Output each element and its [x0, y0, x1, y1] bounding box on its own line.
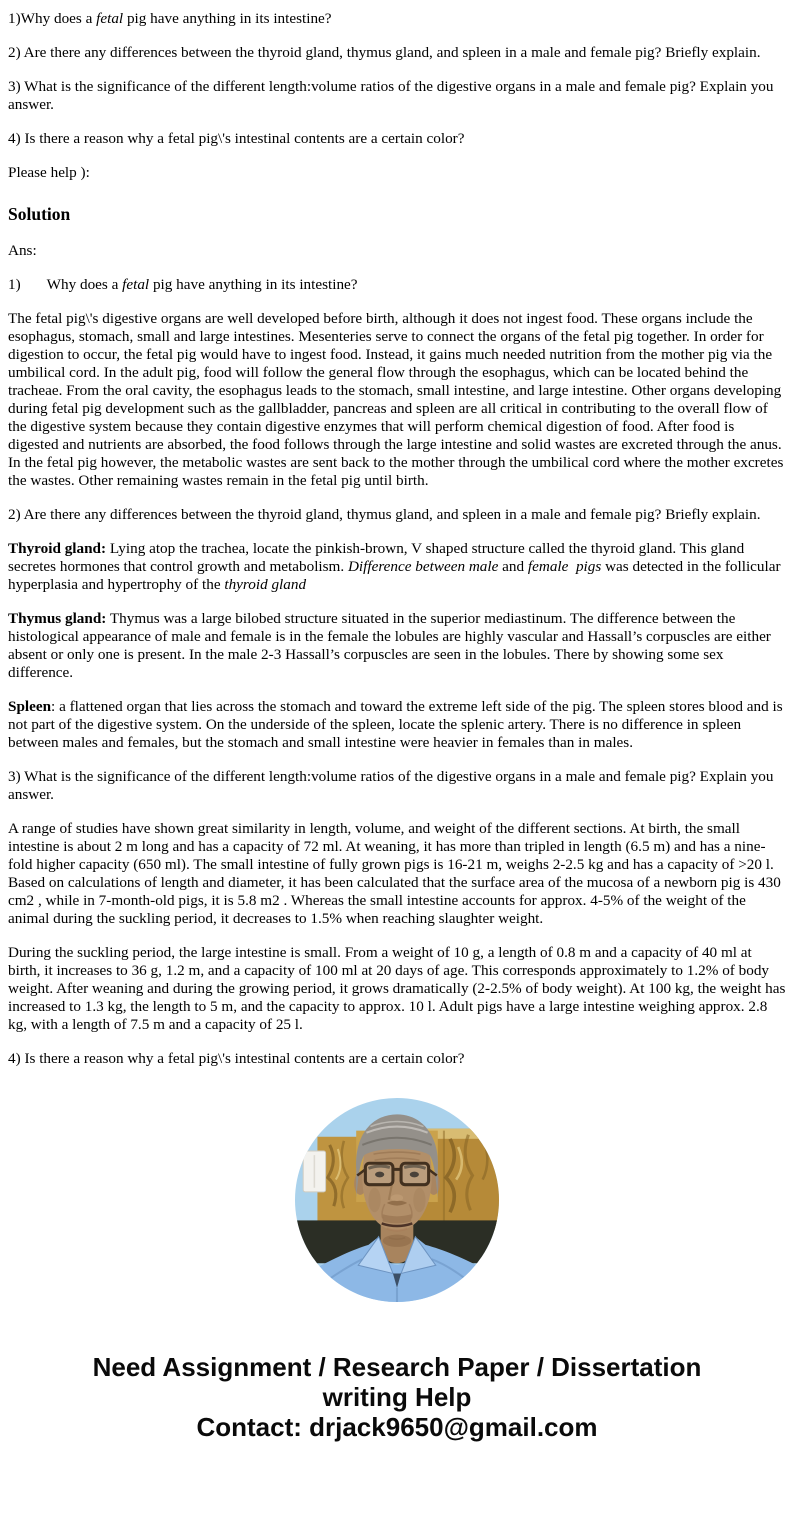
thyroid-paragraph: [8, 540, 786, 594]
question-2: 2) Are there any differences between the thyroid gland, thymus gland, and spleen in a male and female pig? Briefly explain.: [8, 44, 761, 61]
tutor-portrait-image: [295, 1098, 499, 1302]
photo-switch-plate: [303, 1151, 325, 1192]
list-number: 1): [8, 276, 21, 293]
thymus-label: Thymus gland:: [8, 610, 107, 627]
text-run-italic: fetal: [122, 276, 150, 293]
footer-help-line-2: writing Help: [322, 1382, 472, 1412]
text-run: Lying atop the trachea, locate the pinkish-brown, V shaped structure called the thyroid gland. This gland secretes hormones that control growth and metabolism.: [8, 540, 745, 575]
text-run-italic: fetal: [96, 10, 124, 27]
question-4: 4) Is there a reason why a fetal pig\'s intestinal contents are a certain color?: [8, 130, 465, 147]
tutor-avatar: [295, 1098, 499, 1302]
solution-heading: Solution: [8, 204, 71, 224]
thyroid-label: Thyroid gland:: [8, 540, 107, 557]
thymus-paragraph: [8, 610, 786, 682]
solution-question-2: 2) Are there any differences between the thyroid gland, thymus gland, and spleen in a male and female pig? Briefly explain.: [8, 506, 761, 523]
solution-question-4: 4) Is there a reason why a fetal pig\'s intestinal contents are a certain color?: [8, 1050, 465, 1067]
text-run: : a flattened organ that lies across the stomach and toward the extreme left side of the pig. The spleen stores blood and is not part of the digestive system. On the underside of the spleen, locate the splenic artery. There is no difference in spleen between males and females, but the stomach and small intestine were heavier in females than in males.: [8, 698, 783, 751]
text-run: was detected in the follicular hyperplasia and hypertrophy of the: [8, 558, 781, 593]
solution-question-1: [8, 276, 786, 294]
answer-3-paragraph-1: A range of studies have shown great similarity in length, volume, and weight of the different sections. At birth, the small intestine is about 2 m long and has a capacity of 72 ml. At weaning, it has more than tripled in length (6.5 m) and has a nine-fold higher capacity (650 ml). The small intestine of fully grown pigs is 16-21 m, weighs 2-2.5 kg and has a capacity of >20 l. Based on calculations of length and diameter, it has been calculated that the surface area of the mucosa of a newborn pig is 430 cm2 , while in 7-month-old pigs, it is 5.8 m2 . Whereas the small intestine accounts for approx. 4-5% of the weight of the animal during the suckling period, it decreases to 1.5% when reaching slaughter weight.: [8, 820, 781, 927]
text-run-italic: female pigs: [527, 558, 602, 575]
text-run: and: [498, 558, 528, 575]
text-run: Why does a: [46, 276, 123, 293]
text-run-italic: thyroid gland: [224, 576, 307, 593]
text-run: 1)Why does a: [8, 10, 97, 27]
footer: [8, 1352, 786, 1442]
plea-text: Please help ):: [8, 164, 90, 181]
answer-label: Ans:: [8, 242, 37, 259]
document-body: [8, 10, 786, 1068]
text-run: pig have anything in its intestine?: [149, 276, 358, 293]
solution-question-3: 3) What is the significance of the different length:volume ratios of the digestive organs in a male and female pig? Explain you answer.: [8, 768, 774, 803]
question-1: [8, 10, 786, 28]
footer-help-line-1: Need Assignment / Research Paper / Dissertation: [92, 1352, 702, 1382]
spleen-label: Spleen: [8, 698, 52, 715]
text-run-italic: Difference between male: [347, 558, 499, 575]
answer-3-paragraph-2: During the suckling period, the large intestine is small. From a weight of 10 g, a length of 0.8 m and a capacity of 40 ml at birth, it increases to 36 g, 1.2 m, and a capacity of 100 ml at 20 days of age. This corresponds approximately to 1.2% of body weight. After weaning and during the growing period, it grows dramatically (2-2.5% of body weight). At 100 kg, the weight has increased to 1.3 kg, the length to 5 m, and the capacity to approx. 10 l. Adult pigs have a large intestine weighing approx. 2.8 kg, with a length of 7.5 m and a capacity of 25 l.: [8, 944, 786, 1033]
text-run: Thymus was a large bilobed structure situated in the superior mediastinum. The difference between the histological appearance of male and female is in the female the lobules are highly vascular and Hassall’s corpuscles are either absent or only one is present. In the male 2-3 Hassall’s corpuscles are seen in the lobules. There by showing some sex difference.: [8, 610, 771, 681]
spleen-paragraph: [8, 698, 786, 752]
question-3: 3) What is the significance of the different length:volume ratios of the digestive organs in a male and female pig? Explain you answer.: [8, 78, 774, 113]
text-run: pig have anything in its intestine?: [123, 10, 332, 27]
answer-1-paragraph: The fetal pig\'s digestive organs are well developed before birth, although it does not ingest food. These organs include the esophagus, stomach, small and large intestines. Mesenteries serve to connect the organs of the fetal pig together. In order for digestion to occur, the fetal pig would have to ingest food. Instead, it gains much needed nutrition from the mother pig via the umbilical cord. In the adult pig, food will follow the general flow through the esophagus, which can be located behind the tracheae. From the oral cavity, the esophagus leads to the stomach, small intestine, and large intestine. Other organs developing during fetal pig development such as the gallbladder, pancreas and spleen are all critical in contributing to the overall flow of the digestive system because they contain digestive enzymes that will perform chemical digestion of food. After food is digested and nutrients are absorbed, the food follows through the large intestine and solid wastes are excreted through the anus. In the fetal pig however, the metabolic wastes are sent back to the mother through the umbilical cord where the mother excretes the wastes. Other remaining wastes remain in the fetal pig until birth.: [8, 310, 784, 489]
footer-contact: Contact: drjack9650@gmail.com: [196, 1412, 598, 1442]
